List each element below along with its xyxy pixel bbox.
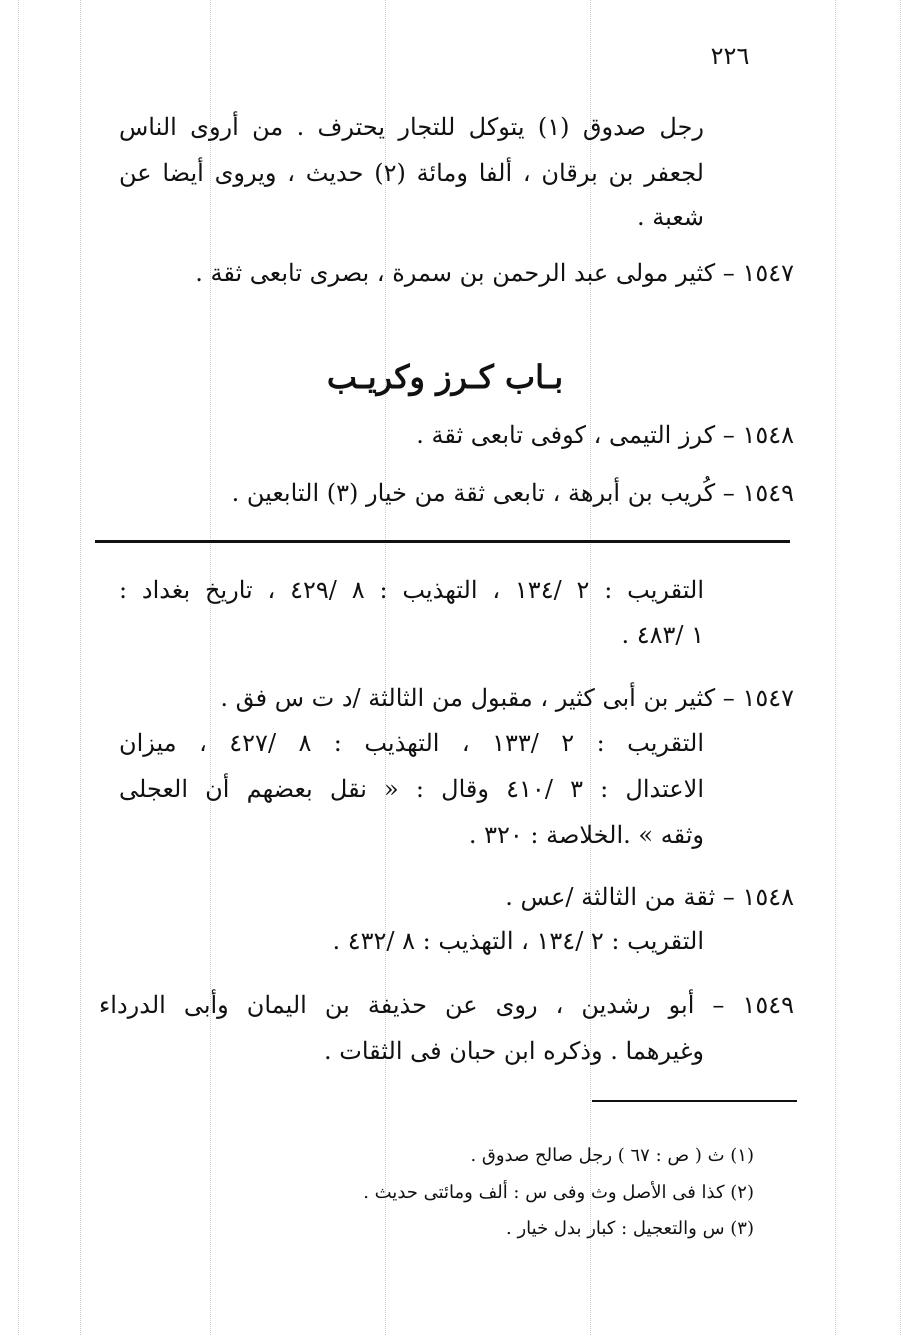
note-1547: ١٥٤٧ – كثير بن أبى كثير ، مقبول من الثالثة /د ت س فق . <box>220 684 794 712</box>
chapter-heading: بـاب كـرز وكريـب <box>326 358 564 396</box>
entry-1547: ١٥٤٧ – كثير مولى عبد الرحمن بن سمرة ، بصرى تابعى ثقة . <box>195 259 794 287</box>
continuation-line: شعبة . <box>636 203 704 231</box>
footnote: (٣) س والتعجيل : كبار بدل خيار . <box>506 1218 754 1239</box>
note-line: وثقه » .الخلاصة : ٣٢٠ . <box>468 821 704 849</box>
note-line: وغيرهما . وذكره ابن حبان فى الثقات . <box>323 1037 704 1065</box>
entry-1549: ١٥٤٩ – كُريب بن أبرهة ، تابعى ثقة من خيار (٣) التابعين . <box>231 479 794 507</box>
note-line: الاعتدال : ٣ /٤١٠ وقال : « نقل بعضهم أن العجلى <box>119 775 705 803</box>
scan-guide-line <box>210 0 211 1335</box>
entry-1548: ١٥٤٨ – كرز التيمى ، كوفى تابعى ثقة . <box>416 421 794 449</box>
footnote: (١) ث ( ص : ٦٧ ) رجل صالح صدوق . <box>470 1145 754 1166</box>
scan-guide-line <box>18 0 19 1335</box>
footnote: (٢) كذا فى الأصل وث وفى س : ألف ومائتى حديث . <box>363 1182 754 1203</box>
scan-guide-line <box>385 0 386 1335</box>
note-1549: ١٥٤٩ – أبو رشدين ، روى عن حذيفة بن اليمان وأبى الدرداء <box>99 991 794 1019</box>
scan-guide-line <box>900 0 901 1335</box>
scan-guide-line <box>590 0 591 1335</box>
continuation-line: رجل صدوق (١) يتوكل للتجار يحترف . من أروى الناس <box>119 113 704 141</box>
page-number: ٢٢٦ <box>710 42 750 70</box>
note-1548: ١٥٤٨ – ثقة من الثالثة /عس . <box>505 883 794 911</box>
footnote-separator <box>592 1100 797 1102</box>
note-line: التقريب : ٢ /١٣٤ ، التهذيب : ٨ /٤٣٢ . <box>332 927 704 955</box>
note-line: ١ /٤٨٣ . <box>621 621 704 649</box>
scan-guide-line <box>835 0 836 1335</box>
continuation-line: لجعفر بن برقان ، ألفا ومائة (٢) حديث ، ويروى أيضا عن <box>119 159 704 187</box>
notes-separator <box>95 540 790 543</box>
note-line: التقريب : ٢ /١٣٤ ، التهذيب : ٨ /٤٢٩ ، تاريخ بغداد : <box>119 576 704 604</box>
scan-guide-line <box>80 0 81 1335</box>
note-line: التقريب : ٢ /١٣٣ ، التهذيب : ٨ /٤٢٧ ، ميزان <box>119 729 705 757</box>
